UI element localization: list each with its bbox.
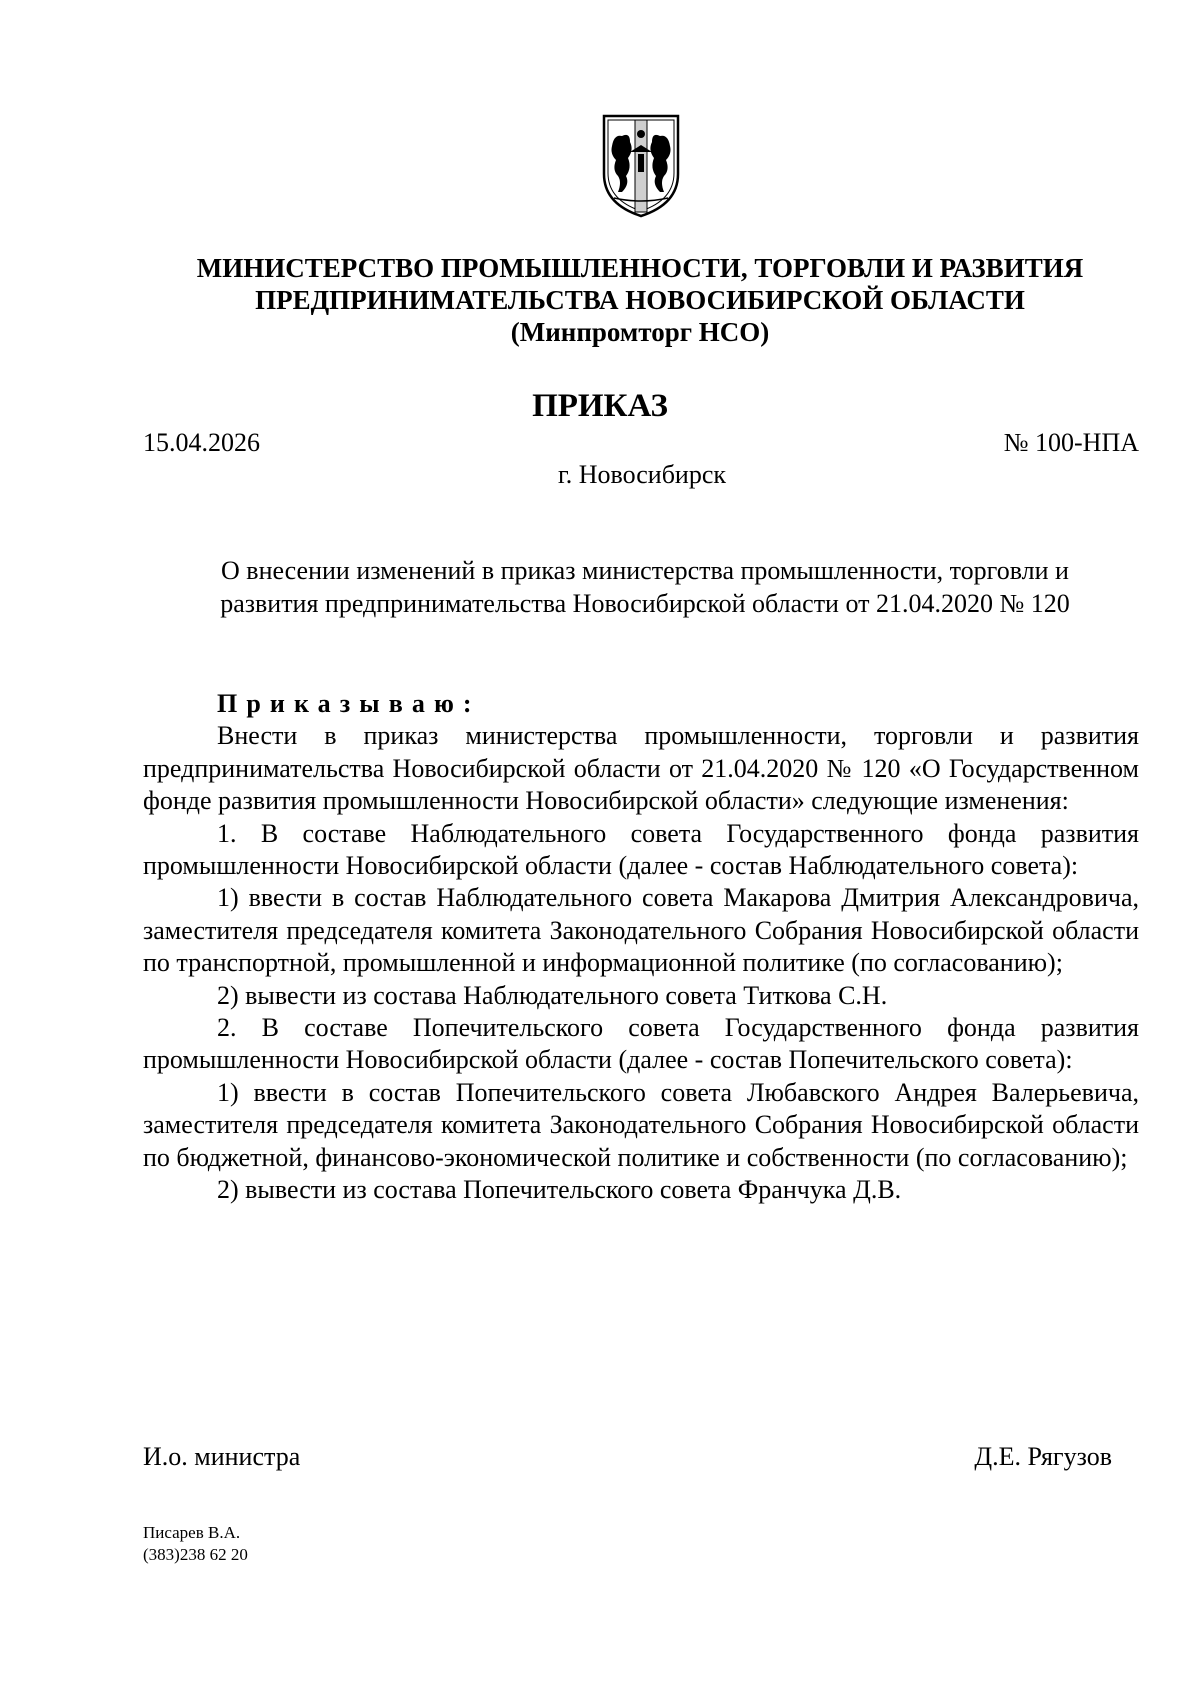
- executor-phone: (383)238 62 20: [143, 1545, 248, 1564]
- order-title: ПРИКАЗ: [532, 388, 668, 424]
- body-paragraph: 2) вывести из состава Попечительского совета Франчука Д.В.: [217, 1175, 902, 1205]
- ministry-name-line-1: МИНИСТЕРСТВО ПРОМЫШЛЕННОСТИ, ТОРГОВЛИ И РАЗВИТИЯ: [196, 253, 1084, 283]
- signatory-role: И.о. министра: [143, 1442, 301, 1471]
- coat-of-arms-icon: [600, 112, 682, 220]
- body-paragraph: 2) вывести из состава Наблюдательного совета Титкова С.Н.: [217, 980, 888, 1010]
- ministry-name-line-2: ПРЕДПРИНИМАТЕЛЬСТВА НОВОСИБИРСКОЙ ОБЛАСТИ: [255, 285, 1025, 315]
- order-subject-line-2: развития предпринимательства Новосибирской области от 21.04.2020 № 120: [220, 589, 1070, 618]
- order-number: № 100-НПА: [1003, 428, 1139, 457]
- executor-block: [143, 1522, 248, 1566]
- order-date: 15.04.2026: [143, 428, 260, 457]
- signatory-name: Д.Е. Рягузов: [974, 1442, 1112, 1471]
- order-city: г. Новосибирск: [557, 460, 727, 489]
- body-paragraph: 2. В составе Попечительского совета Государственного фонда развития промышленности Новосибирской области (далее - состав Попечительского совета):: [143, 1013, 1139, 1075]
- ministry-name: [160, 252, 1120, 348]
- executor-name: Писарев В.А.: [143, 1523, 241, 1542]
- order-subject-line-1: О внесении изменений в приказ министерства промышленности, торговли и: [221, 556, 1069, 585]
- order-subject: [140, 554, 1150, 620]
- body-paragraph: 1) ввести в состав Наблюдательного совета Макарова Дмитрия Александровича, заместителя председателя комитета Законодательного Собрания Новосибирской области по транспортной, промышленной и информационной политике (по согласованию);: [143, 883, 1139, 978]
- order-directive-heading: Приказываю:: [217, 689, 481, 718]
- body-paragraph: 1) ввести в состав Попечительского совета Любавского Андрея Валерьевича, заместителя председателя комитета Законодательного Собрания Новосибирской области по бюджетной, финансово-экономической политике и собственности (по согласованию);: [143, 1077, 1139, 1172]
- ministry-short-name: (Минпромторг НСО): [510, 317, 770, 347]
- body-paragraph: 1. В составе Наблюдательного совета Государственного фонда развития промышленности Новосибирской области (далее - состав Наблюдательного совета):: [143, 818, 1139, 881]
- order-body: [143, 688, 1139, 1207]
- body-paragraph: Внести в приказ министерства промышленности, торговли и развития предпринимательства Новосибирской области от 21.04.2020 № 120 «О Государственном фонде развития промышленности Новосибирской области» следующие изменения:: [143, 721, 1139, 816]
